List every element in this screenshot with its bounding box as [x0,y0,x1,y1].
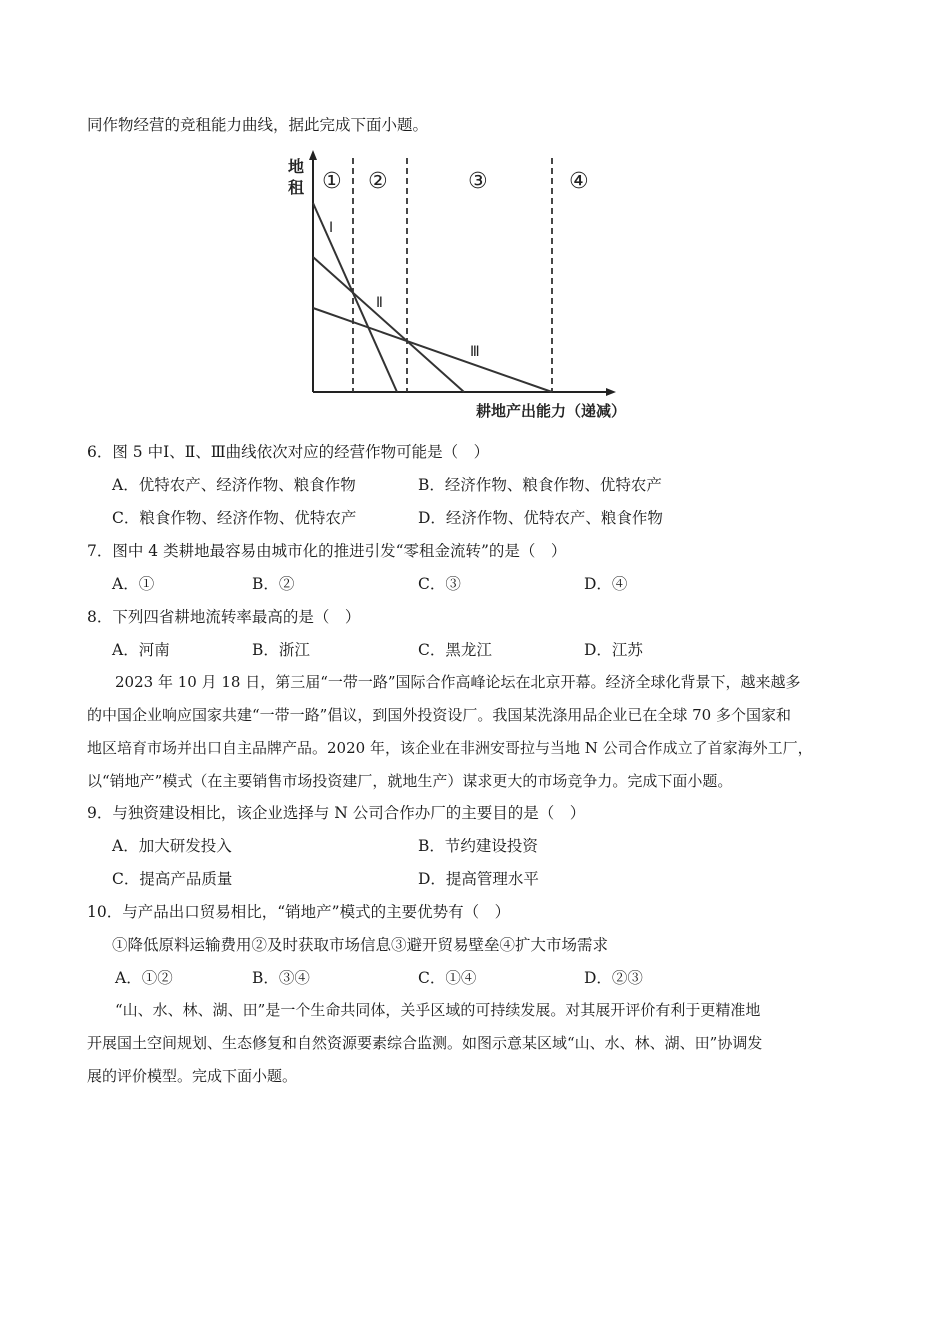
question-10-option-a: A．①② [115,969,173,987]
y-axis-label: 地 [288,157,305,176]
question-8-option-c: C．黑龙江 [418,641,492,659]
question-6-option-c: C．粮食作物、经济作物、优特农产 [112,509,357,527]
question-8-option-a: A．河南 [112,641,170,659]
zone-label: ③ [468,169,488,194]
intro-text: 同作物经营的竞租能力曲线，据此完成下面小题。 [87,116,429,134]
question-6-option-d: D．经济作物、优特农产、粮食作物 [418,509,663,527]
question-9-option-b: B．节约建设投资 [418,837,538,855]
question-7-option-a: A．① [112,575,155,593]
question-10-statements: ①降低原料运输费用②及时获取市场信息③避开贸易壁垒④扩大市场需求 [112,936,609,954]
zone-label: ④ [569,169,589,194]
zone-label: ② [368,169,388,194]
question-8-option-d: D．江苏 [584,641,643,659]
question-8-stem: 8．下列四省耕地流转率最高的是（ ） [87,608,361,626]
y-axis-label: 租 [288,178,305,197]
question-7-option-d: D．④ [584,575,628,593]
y-axis-arrow [309,150,317,160]
curve-label: Ⅱ [376,295,383,311]
question-7-stem: 7．图中 4 类耕地最容易由城市化的推进引发“零租金流转”的是（ ） [87,542,567,560]
x-axis-arrow [606,388,616,396]
question-6-stem: 6．图 5 中Ⅰ、Ⅱ、Ⅲ曲线依次对应的经营作物可能是（ ） [87,443,490,461]
question-9-option-c: C．提高产品质量 [112,870,233,888]
question-6-option-b: B．经济作物、粮食作物、优特农产 [418,476,662,494]
passage-3-line: 开展国土空间规划、生态修复和自然资源要素综合监测。如图示意某区域“山、水、林、湖、田”协调发 [87,1034,763,1052]
passage-2-line: 2023 年 10 月 18 日，第三届“一带一路”国际合作高峰论坛在北京开幕。经济全球化背景下，越来越多 [115,673,801,691]
bid-rent-figure [280,148,640,430]
passage-2-line: 以“销地产”模式（在主要销售市场投资建厂，就地生产）谋求更大的市场竞争力。完成下面小题。 [87,772,733,790]
curve-III [313,308,552,392]
zone-label: ① [322,169,342,194]
passage-2-line: 地区培育市场并出口自主品牌产品。2020 年，该企业在非洲安哥拉与当地 N 公司合作成立了首家海外工厂， [87,739,813,757]
passage-2-line: 的中国企业响应国家共建“一带一路”倡议，到国外投资设厂。我国某洗涤用品企业已在全球 70 多个国家和 [87,706,791,724]
question-7-option-b: B．② [252,575,295,593]
question-10-option-d: D．②③ [584,969,643,987]
question-10-option-b: B．③④ [252,969,310,987]
question-7-option-c: C．③ [418,575,461,593]
curve-label: Ⅰ [329,220,334,236]
curve-I [313,203,397,392]
question-9-option-d: D．提高管理水平 [418,870,539,888]
passage-3-line: “山、水、林、湖、田”是一个生命共同体，关乎区域的可持续发展。对其展开评价有利于更精准地 [115,1001,761,1019]
question-8-option-b: B．浙江 [252,641,310,659]
question-9-option-a: A．加大研发投入 [112,837,232,855]
passage-3-line: 展的评价模型。完成下面小题。 [87,1067,298,1085]
question-10-stem: 10．与产品出口贸易相比，“销地产”模式的主要优势有（ ） [87,903,511,921]
question-9-stem: 9．与独资建设相比，该企业选择与 N 公司合作办厂的主要目的是（ ） [87,804,586,822]
curve-label: Ⅲ [470,344,480,360]
x-axis-label: 耕地产出能力（递减） [476,402,627,420]
question-10-option-c: C．①④ [418,969,477,987]
question-6-option-a: A．优特农产、经济作物、粮食作物 [112,476,356,494]
